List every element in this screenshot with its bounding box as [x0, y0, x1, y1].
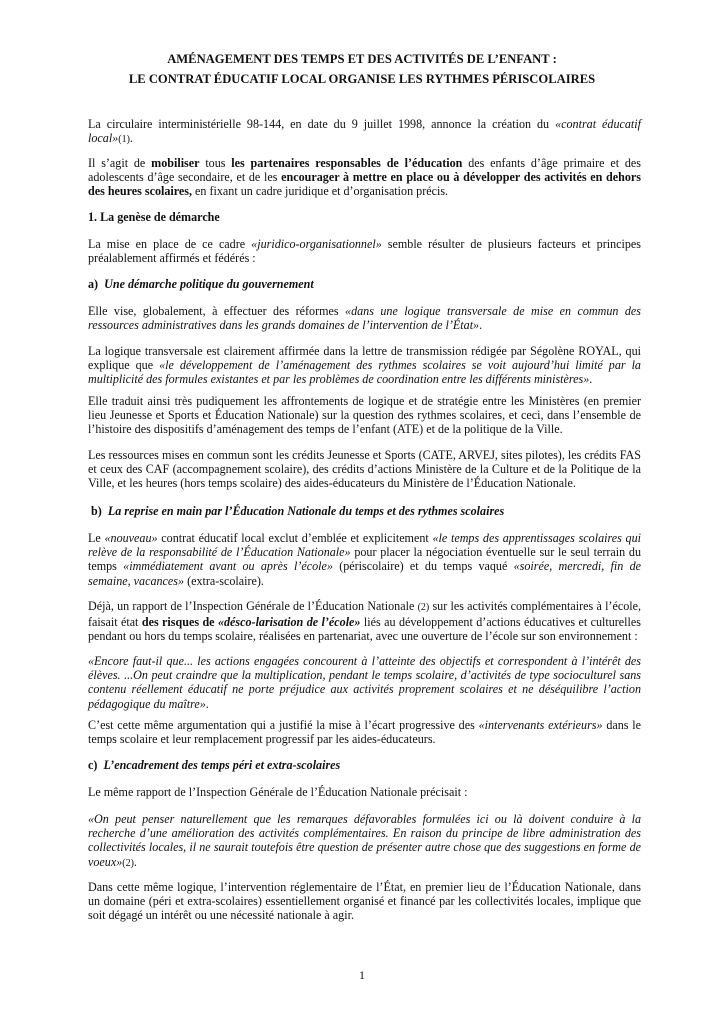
italic-run: «nouveau»: [104, 531, 158, 545]
paragraph-intervention-etat: Dans cette même logique, l’intervention réglementaire de l’État, en premier lieu de l’Éducation Nationale, dans un domaine (péri et extra-scolaires) essentiellement organisé et financé par les collectivités locales, implique que soit dégagé un intérêt ou une nécessité nationale à agir.: [88, 880, 641, 923]
text-run: La logique transversale est clairement affirmée dans la lettre de transmission rédigée par Ségolène ROYAL, qui explique que: [88, 344, 641, 373]
italic-run: «soirée, mercredi, fin de semaine, vacances»: [88, 559, 641, 588]
paragraph-citation-encore: [88, 654, 641, 711]
text-run: Elle vise, globalement, à effectuer des réformes: [88, 304, 346, 318]
text-run: (extra-scolaire).: [184, 573, 264, 588]
bold-run: mobiliser: [151, 156, 200, 170]
page-number: 1: [359, 968, 365, 982]
text-run: dans le temps scolaire et leur remplacement progressif par les aides-éducateurs.: [88, 718, 641, 747]
bold-italic-run: «désco-larisation de l’école»: [217, 615, 361, 630]
subheading-a: [88, 277, 641, 291]
subheading-text: L’encadrement des temps péri et extra-scolaires: [103, 758, 341, 772]
title-line-1: AMÉNAGEMENT DES TEMPS ET DES ACTIVITÉS DE L’ENFANT :: [167, 52, 557, 66]
subheading-text: La reprise en main par l’Éducation Nationale du temps et des rythmes scolaires: [107, 504, 505, 518]
footnote-ref: (1): [118, 134, 130, 146]
italic-run: «contrat éducatif local»: [88, 117, 641, 146]
title-line-2: LE CONTRAT ÉDUCATIF LOCAL ORGANISE LES RYTHMES PÉRISCOLAIRES: [128, 72, 596, 86]
paragraph-citation-penser: [88, 812, 641, 871]
paragraph-argumentation: [88, 718, 641, 746]
text-run: Le: [88, 531, 105, 545]
paragraph-rapport-inspection: [88, 599, 641, 644]
text-run: des enfants d’âge primaire et des adolescents d’âge secondaire, et de les: [88, 156, 641, 185]
text-run: liés au développement d’actions éducatives et culturelles pendant ou hors du temps scolaire, réalisées en partenariat, avec une ouverture de l’école sur son environnement :: [88, 615, 641, 644]
paragraph-reformes: [88, 304, 641, 332]
bold-run: encourager à mettre en place ou à développer des activités en dehors des heures scolaires,: [88, 170, 641, 199]
text-run: .: [479, 318, 483, 333]
text-run: en fixant un cadre juridique et d’organisation précis.: [192, 184, 449, 199]
paragraph-affrontements: Elle traduit ainsi très pudiquement les affrontements de logique et de stratégie entre les Ministères (en premier lieu Jeunesse et Sports et Éducation Nationale) sur la question des rythmes scolaires, et ceci, dans l’ensemble de l’histoire des dispositifs d’aménagement des temps de l’enfant (ATE) et de la politique de la Ville.: [88, 394, 641, 437]
italic-run: «le développement de l’aménagement des rythmes scolaires se voit aujourd’hui limité par la multiplicité des formules existantes et par les problèmes de coordination entre les différents ministères»: [88, 358, 641, 387]
footnote-ref: (2): [417, 602, 430, 613]
italic-run: «dans une logique transversale de mise en commun des ressources administratives dans les grands domaines de l’intervention de l’État»: [88, 304, 642, 333]
subheading-c: [88, 758, 641, 772]
italic-quote: «On peut penser naturellement que les remarques défavorables formulées ici ou là doivent conduire à la recherche d’une amélioration des activités complémentaires. En raison du principe de libre administration des collectivités locales, il ne saurait toutefois être question de présenter autre chose que des suggestions en forme de voeux»: [88, 812, 641, 869]
subheading-b: [91, 504, 644, 518]
text-run: Déjà, un rapport de l’Inspection Générale de l’Éducation Nationale: [88, 599, 418, 613]
italic-quote: «Encore faut-il que... les actions engagées concourent à l’atteinte des objectifs et correspondent à l’intérêt des élèves. ...On peut craindre que la multiplication, pendant le temps scolaire, d’activités de type socioculturel sans contenu réellement éducatif ne porte préjudice aux activités proprement scolaires et ne déséquilibre l’action pédagogique du maître»: [88, 654, 641, 711]
subheading-number: a): [88, 277, 99, 291]
italic-run: «juridico-organisationnel»: [251, 237, 382, 251]
text-run: La mise en place de ce cadre: [88, 237, 252, 251]
text-run: (périscolaire) et du temps vaqué: [332, 559, 514, 574]
subheading-number: c): [88, 758, 98, 772]
italic-run: «intervenants extérieurs»: [478, 718, 603, 732]
text-run: .: [589, 372, 593, 387]
text-run: tous: [199, 156, 232, 170]
paragraph-ressources: Les ressources mises en commun sont les crédits Jeunesse et Sports (CATE, ARVEJ, sites pilotes), les crédits FAS et ceux des CAF (accompagnement scolaire), des crédits d’actions Ministère de la Culture et de la Politique de la Ville, et les heures (hors temps scolaire) des aides-éducateurs du Ministère de l’Éducation Nationale.: [88, 448, 641, 491]
text-run: sur les activités complémentaires à l’école, faisait état: [88, 599, 641, 630]
bold-run: des risques de: [141, 615, 218, 630]
text-run: contrat éducatif local exclut d’emblée et explicitement: [157, 531, 433, 545]
footnote-ref: (2): [122, 857, 134, 869]
text-run: .: [129, 131, 133, 146]
italic-run: «le temps des apprentissages scolaires qui relève de la responsabilité de l’Éducation Nationale»: [88, 531, 641, 560]
paragraph-logique-transversale: [88, 344, 641, 387]
subheading-number: b): [91, 504, 102, 518]
paragraph-mobiliser: [88, 156, 641, 199]
text-run: La circulaire interministérielle 98-144, en date du 9 juillet 1998, annonce la création du: [88, 117, 556, 131]
subheading-text: Une démarche politique du gouvernement: [104, 277, 314, 291]
text-run: C’est cette même argumentation qui a justifié la mise à l’écart progressive des: [88, 718, 479, 732]
bold-run: les partenaires responsables de l’éducation: [231, 156, 463, 170]
paragraph-genese: [88, 237, 641, 265]
paragraph-nouveau-contrat: [88, 531, 641, 588]
section-heading-1: 1. La genèse de démarche: [88, 210, 220, 224]
paragraph-intro: [88, 117, 641, 147]
italic-run: «immédiatement avant ou après l’école»: [123, 559, 333, 574]
text-run: pour placer la négociation éventuelle sur le seul terrain du temps: [88, 545, 641, 574]
text-run: Il s’agit de: [88, 156, 152, 170]
text-run: .: [133, 854, 137, 869]
text-run: semble résulter de plusieurs facteurs et principes préalablement affirmés et fédérés :: [88, 237, 641, 266]
text-run: .: [205, 696, 209, 711]
paragraph-meme-rapport: Le même rapport de l’Inspection Générale de l’Éducation Nationale précisait :: [88, 785, 468, 799]
